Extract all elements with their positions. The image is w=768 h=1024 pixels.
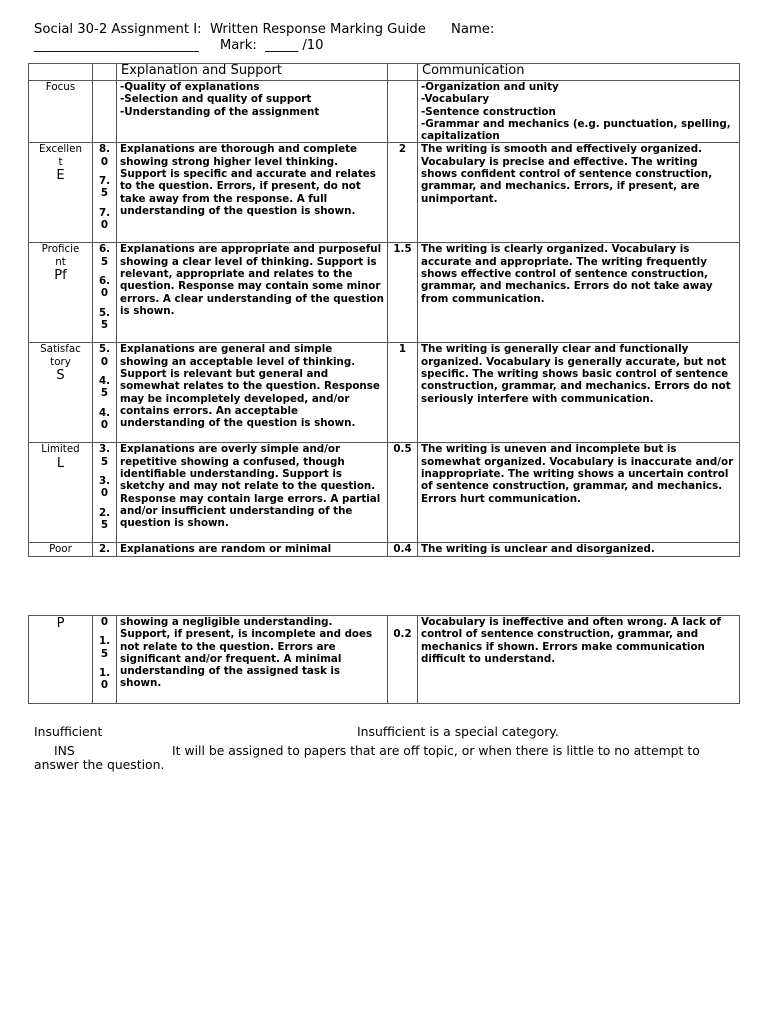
score-part: 6. [98,243,111,256]
focus-item: -Grammar and mechanics (e.g. punctuation, spelling, capitalization [421,117,731,143]
insufficient-code: INS [54,743,75,758]
score-part: 5. [98,343,111,356]
score-part: 6. [98,275,111,288]
comm-score-proficient: 1.5 [388,243,418,343]
level-poor: Poor [29,543,93,556]
score-part: 2. [98,506,111,519]
score-part: 0 [100,355,109,368]
corner-cell [388,64,418,81]
score-gap [94,400,115,407]
communication-poor-top: The writing is unclear and disorganized. [418,543,740,556]
score-part: 5 [100,647,109,660]
score-gap [94,368,115,375]
level-satisfactory [29,343,93,443]
level-code: S [56,368,65,384]
name-label: Name: [451,22,495,37]
insufficient-note: Insufficient is a special category. [357,724,559,739]
focus-item: -Sentence construction [421,105,556,118]
explanation-poor-top: Explanations are random or minimal [117,543,388,556]
comm-score-satisfactory: 1 [388,343,418,443]
score-part: 1. [98,666,111,679]
marking-rubric-table-continued [28,615,740,704]
comm-score-poor [388,616,418,704]
empty-cell [93,81,117,143]
corner-cell [29,64,93,81]
score-part: 3. [98,443,111,456]
column-header-communication: Communication [418,64,740,81]
level-label: Excellen [39,143,82,156]
level-proficient [29,243,93,343]
level-code: L [56,455,65,471]
level-excellent [29,143,93,243]
level-code: P [56,616,65,631]
score-gap [94,628,115,635]
score-part: 7. [98,206,111,219]
score-part: 4. [98,375,111,388]
focus-explanation [117,81,388,143]
mark-blank: _____ [265,38,299,53]
score-part: 0 [100,616,109,628]
level-label: Proficie [41,243,80,256]
score-range-satisfactory [93,343,117,443]
level-label: Limited [41,443,80,456]
comm-score-excellent: 2 [388,143,418,243]
score-gap [94,468,115,475]
level-label: nt [55,255,66,268]
explanation-proficient: Explanations are appropriate and purposeful showing a clear level of thinking. Support is relevant, appropriate and relates to the question. Response may contain some minor errors. A clear understanding of the question is shown. [117,243,388,343]
insufficient-text: It will be assigned to papers that are off topic, or when there is little to no attempt to answer the question. [34,743,700,772]
score-gap [94,200,115,207]
mark-line [34,38,324,53]
explanation-limited: Explanations are overly simple and/or repetitive showing a confused, though identifiable understanding. Support is sketchy and may not relate to the question. Response may contain large errors. A partial and/or insufficient understanding of the question is shown. [117,443,388,543]
score-part: 5. [98,306,111,319]
communication-satisfactory: The writing is generally clear and functionally organized. Vocabulary is generally accurate, but not specific. The writing shows basic control of sentence construction, grammar, and mechanics. Errors do not seriously interfere with communication. [418,343,740,443]
score-part: 0 [100,218,109,231]
comm-score-poor-top: 0.4 [388,543,418,556]
focus-communication [418,81,740,143]
focus-item: -Vocabulary [421,93,490,106]
communication-proficient: The writing is clearly organized. Vocabulary is accurate and appropriate. The writing frequently shows effective control of sentence construction, grammar, and mechanics. Errors do not take away from communication. [418,243,740,343]
document-title: Social 30-2 Assignment I: Written Response Marking Guide [34,22,426,37]
level-limited [29,443,93,543]
level-poor-code-cell [29,616,93,704]
score-gap [94,268,115,275]
score-gap [94,500,115,507]
focus-label: Focus [29,81,93,143]
score-part: 0.2 [393,628,412,640]
explanation-satisfactory: Explanations are general and simple showing an acceptable level of thinking. Support is relevant but general and somewhat relates to the question. Response may be incompletely developed, and/or contains errors. An acceptable understanding of the question is shown. [117,343,388,443]
score-part: 0 [100,418,109,431]
mark-total: /10 [302,38,324,53]
score-part: 5 [100,318,109,331]
communication-excellent: The writing is smooth and effectively organized. Vocabulary is precise and effective. The writing shows confident control of sentence construction, grammar, and mechanics. Errors, if present, are unimportant. [418,143,740,243]
score-part: 0 [100,155,109,168]
score-part: 0 [100,679,109,692]
score-gap [94,168,115,175]
score-part: 0 [100,487,109,500]
insufficient-description [34,744,734,772]
level-code: Pf [54,268,67,284]
score-range-limited [93,443,117,543]
name-blank: _________________________ [34,38,199,53]
score-part: 7. [98,175,111,188]
mark-label: Mark: [219,38,257,53]
column-header-explanation: Explanation and Support [117,64,388,81]
empty-cell [388,81,418,143]
explanation-excellent: Explanations are thorough and complete showing strong higher level thinking. Support is specific and accurate and relates to the question. Errors, if present, do not take away from the response. A full understanding of the question is shown. [117,143,388,243]
level-label: t [58,155,63,168]
score-range-poor [93,616,117,704]
score-range-proficient [93,243,117,343]
score-gap [94,660,115,667]
focus-item: -Organization and unity [421,81,559,93]
communication-limited: The writing is uneven and incomplete but is somewhat organized. Vocabulary is inaccurate and/or inappropriate. The writing shows a uncertain control of sentence construction, grammar, and mechanics. Errors hurt communication. [418,443,740,543]
score-part: 4. [98,406,111,419]
score-part: 5 [100,518,109,531]
score-part: 5 [100,255,109,268]
score-range-poor-top: 2. [93,543,117,556]
score-gap [389,616,416,628]
insufficient-label: Insufficient [34,724,103,739]
corner-cell [93,64,117,81]
level-label: tory [50,355,71,368]
score-gap [94,300,115,307]
marking-rubric-table [28,63,740,557]
focus-item: -Understanding of the assignment [120,105,320,118]
communication-poor: Vocabulary is ineffective and often wrong. A lack of control of sentence construction, grammar, and mechanics if shown. Errors make communication difficult to understand. [418,616,740,704]
comm-score-limited: 0.5 [388,443,418,543]
score-part: 0 [100,287,109,300]
score-range-excellent [93,143,117,243]
explanation-poor: showing a negligible understanding. Support, if present, is incomplete and does not relate to the question. Errors are significant and/or frequent. A minimal understanding of the assigned task is shown. [117,616,388,704]
level-label: Satisfac [40,343,81,356]
score-part: 5 [100,455,109,468]
focus-item: -Selection and quality of support [120,93,312,106]
page-title-line [34,22,494,37]
score-part: 5 [100,187,109,200]
score-part: 3. [98,475,111,488]
score-part: 5 [100,387,109,400]
level-code: E [56,168,65,184]
score-part: 1. [98,635,111,648]
score-part: 8. [98,143,111,156]
focus-item: -Quality of explanations [120,81,260,93]
